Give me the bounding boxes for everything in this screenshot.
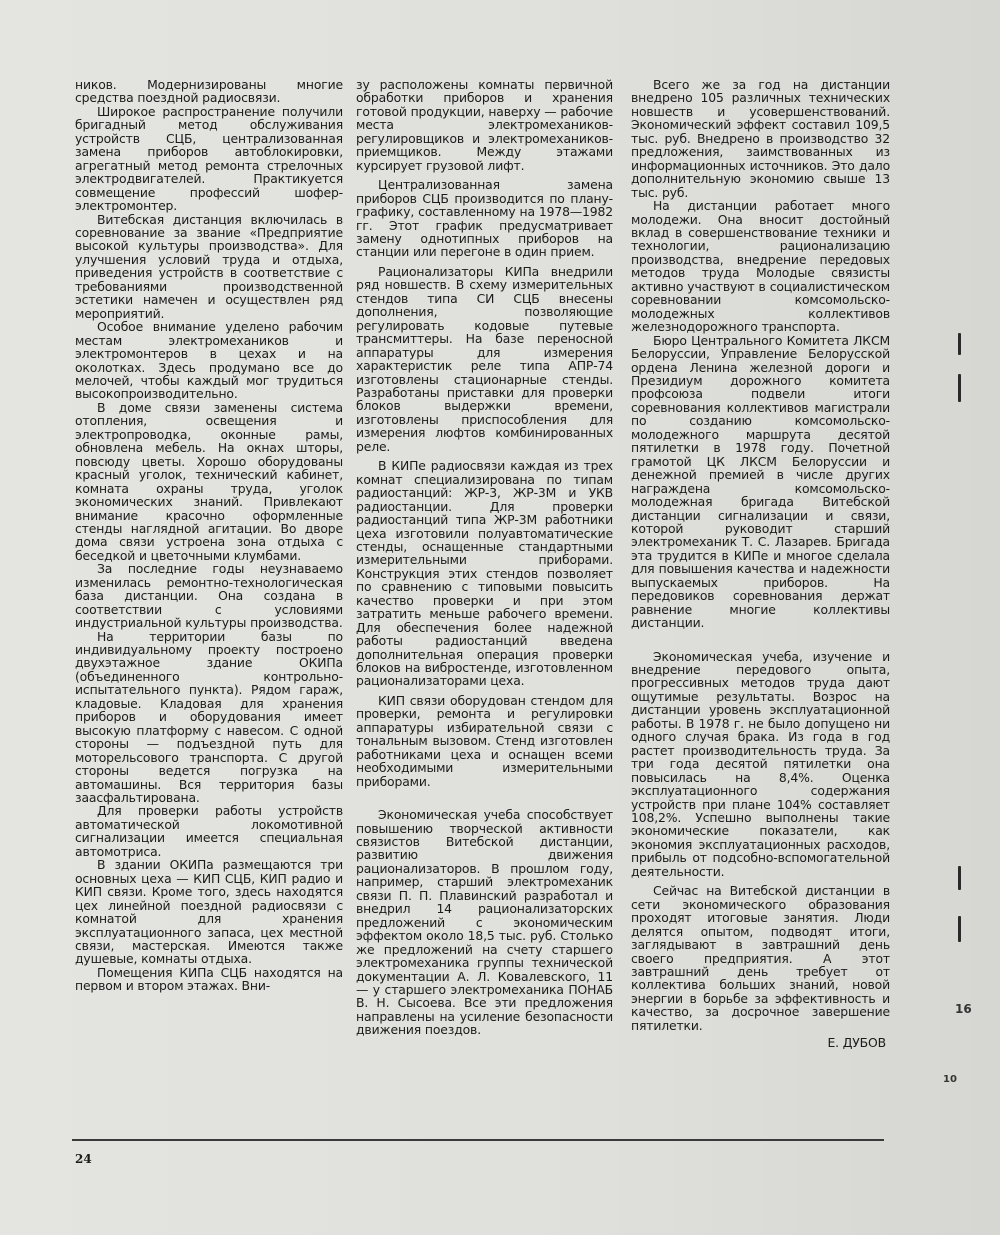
paragraph: зу расположены комнаты первичной обработки приборов и хранения готовой продукции, наверху — рабочие места электромехаников-регулировщиков и электромехаников-приемщиков. Между этажами курсирует грузовой лифт. bbox=[356, 77, 613, 173]
paragraph: На территории базы по индивидуальному проекту построено двухэтажное здание ОКИПа (объединенного контрольно-испытательного пункта). Рядом гараж, кладовые. Кладовая для хранения приборов и оборудования имеет высокую платформу с навесом. С одной стороны — подъездной путь для моторельсового транспорта. С другой стороны ведется погрузка на автомашины. Вся территория базы заасфальтирована. bbox=[75, 628, 343, 806]
author-signature: Е. ДУБОВ bbox=[827, 1035, 886, 1051]
paragraph: Особое внимание уделено рабочим местам электромехаников и электромонтеров в цехах и на околотках. Здесь продумано все до мелочей, чтобы каждый мог трудиться высокопроизводительно. bbox=[75, 319, 343, 402]
paragraph: Централизованная замена приборов СЦБ производится по плану-графику, составленному на 1978—1982 гг. Этот график предусматривает замену однотипных приборов на станции или перегоне в один прием. bbox=[356, 177, 613, 260]
paragraph: В здании ОКИПа размещаются три основных цеха — КИП СЦБ, КИП радио и КИП связи. Кроме того, здесь находятся цех линейной поездной радиосвязи с комнатой для хранения эксплуатационного запаса, цех местной связи, мастерская. Имеются также душевые, комнаты отдыха. bbox=[75, 857, 343, 967]
margin-number: 16 bbox=[955, 1002, 972, 1016]
paragraph: Рационализаторы КИПа внедрили ряд новшеств. В схему измерительных стендов типа СИ СЦБ внесены дополнения, позволяющие регулировать кодовые путевые трансмиттеры. На базе переносной аппаратуры для измерения характеристик реле типа АПР-74 изготовлены стационарные стенды. Разработаны приставки для проверки блоков выдержки времени, изготовлены приспособления для измерения люфтов комбинированных реле. bbox=[356, 263, 613, 454]
article-column-1 bbox=[75, 78, 343, 993]
paragraph: Всего же за год на дистанции внедрено 105 различных технических новшеств и усовершенствований. Экономический эффект составил 109,5 тыс. руб. Внедрено в производство 32 предложения, заимствованных из информационных источников. Это дало дополнительную экономию свыше 13 тыс. руб. bbox=[631, 77, 890, 200]
margin-mark bbox=[958, 333, 961, 355]
paragraph: Экономическая учеба, изучение и внедрение передового опыта, прогрессивных методов труда дают ощутимые результаты. Возрос на дистанции уровень эксплуатационной работы. В 1978 г. не было допущено ни одного случая брака. Из года в год растет производительность труда. За три года десятой пятилетки она повысилась на 8,4%. Оценка эксплуатационного содержания устройств при плане 104% составляет 108,2%. Успешно выполнены такие экономические показатели, как экономия эксплуатационных расходов, прибыль от подсобно-вспомогательной деятельности. bbox=[631, 648, 890, 879]
paragraph: За последние годы неузнаваемо изменилась ремонтно-технологическая база дистанции. Она создана в соответствии с условиями индустриальной культуры производства. bbox=[75, 561, 343, 631]
paragraph: Помещения КИПа СЦБ находятся на первом и втором этажах. Вни- bbox=[75, 964, 343, 994]
article-column-3 bbox=[631, 78, 890, 1050]
paragraph: Витебская дистанция включилась в соревнование за звание «Предприятие высокой культуры производства». Для улучшения условий труда и отдыха, приведения устройств в соответствие с требованиями производственной эстетики намечен и осуществлен ряд мероприятий. bbox=[75, 211, 343, 321]
footer-rule bbox=[72, 1139, 884, 1141]
paragraph: Экономическая учеба способствует повышению творческой активности связистов Витебской дистанции, развитию движения рационализаторов. В прошлом году, например, старший электромеханик связи П. П. Плавинский разработал и внедрил 14 рационализаторских предложений с экономическим эффектом около 18,5 тыс. руб. Столько же предложений на счету старшего электромеханика группы технической документации А. Л. Ковалевского, 11 — у старшего электромеханика ПОНАБ В. Н. Сысоева. Все эти предложения направлены на усиление безопасности движения поездов. bbox=[356, 807, 613, 1038]
paragraph: На дистанции работает много молодежи. Она вносит достойный вклад в совершенствование техники и технологии, рационализацию производства, внедрение передовых методов труда Молодые связисты активно участвуют в социалистическом соревновании комсомольско-молодежных коллективов железнодорожного транспорта. bbox=[631, 198, 890, 335]
article-column-2 bbox=[356, 78, 613, 1037]
paragraph: В доме связи заменены система отопления, освещения и электропроводка, оконные рамы, обновлена мебель. На окнах шторы, повсюду цветы. Хорошо оборудованы красный уголок, технический кабинет, комната охраны труда, уголок экономических знаний. Привлекают внимание красочно оформленные стенды наглядной агитации. Во дворе дома связи устроена зона отдыха с беседкой и цветочными клумбами. bbox=[75, 399, 343, 563]
margin-mark bbox=[958, 374, 961, 402]
margin-mark bbox=[958, 916, 961, 942]
paragraph: ников. Модернизированы многие средства поездной радиосвязи. bbox=[75, 77, 343, 106]
paragraph: В КИПе радиосвязи каждая из трех комнат специализирована по типам радиостанций: ЖР-3, ЖР-3М и УКВ радиостанции. Для проверки радиостанций типа ЖР-3М работники цеха изготовили полуавтоматические стенды, оснащенные стандартными измерительными приборами. Конструкция этих стендов позволяет по сравнению с типовыми повысить качество проверки и при этом затратить меньше рабочего времени. Для обеспечения более надежной работы радиостанций введена дополнительная операция проверки блоков на вибростенде, изготовленном рационализаторами цеха. bbox=[356, 458, 613, 689]
paragraph: Для проверки работы устройств автоматической локомотивной сигнализации имеется специальная автомотриса. bbox=[75, 803, 343, 859]
paragraph: Широкое распространение получили бригадный метод обслуживания устройств СЦБ, централизованная замена приборов автоблокировки, агрегатный метод ремонта стрелочных электродвигателей. Практикуется совмещение профессий шофер-электромонтер. bbox=[75, 103, 343, 214]
paragraph: КИП связи оборудован стендом для проверки, ремонта и регулировки аппаратуры избирательной связи с тональным вызовом. Стенд изготовлен работниками цеха и оснащен всеми необходимыми измерительными приборами. bbox=[356, 692, 613, 789]
margin-number: 10 bbox=[943, 1074, 957, 1085]
page-number: 24 bbox=[75, 1152, 92, 1166]
paragraph: Сейчас на Витебской дистанции в сети экономического образования проходят итоговые занятия. Люди делятся опытом, подводят итоги, заглядывают в завтрашний день своего предприятия. А этот завтрашний день требует от коллектива больших знаний, новой энергии в борьбе за эффективность и качество, за досрочное завершение пятилетки. bbox=[631, 883, 890, 1033]
margin-mark bbox=[958, 866, 961, 890]
paragraph: Бюро Центрального Комитета ЛКСМ Белоруссии, Управление Белорусской ордена Ленина железной дороги и Президиум дорожного комитета профсоюза подвели итоги соревнования коллективов магистрали по созданию комсомольско-молодежного маршрута десятой пятилетки в 1978 году. Почетной грамотой ЦК ЛКСМ Белоруссии и денежной премией в числе других награждена комсомольско-молодежная бригада Витебской дистанции сигнализации и связи, которой руководит старший электромеханик Т. С. Лазарев. Бригада эта трудится в КИПе и многое сделала для повышения качества и надежности выпускаемых приборов. На передовиков соревнования держат равнение многие коллективы дистанции. bbox=[631, 332, 890, 631]
